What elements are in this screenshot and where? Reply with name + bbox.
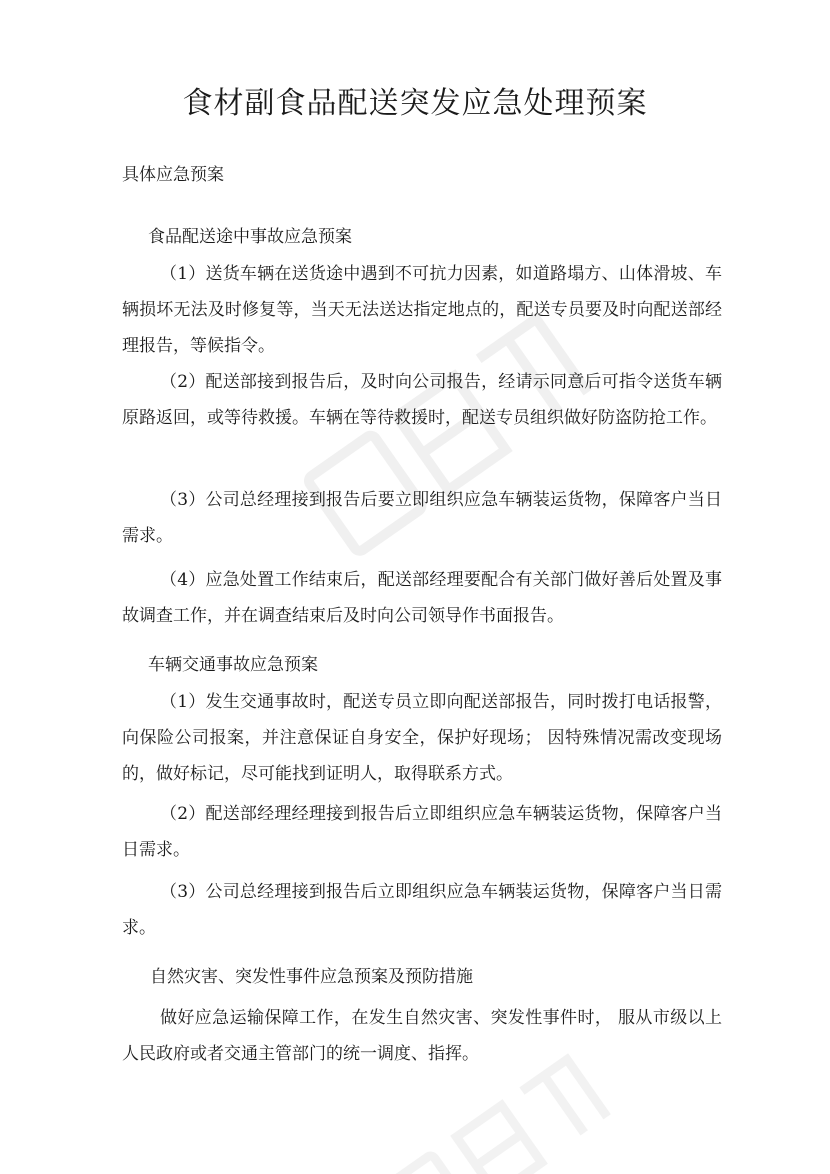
paragraph-3-1: 做好应急运输保障工作，在发生自然灾害、突发性事件时， 服从市级以上人民政府或者交通主管部门的统一调度、指挥。 bbox=[122, 1008, 722, 1064]
subsection-heading-transport-accident: 食品配送途中事故应急预案 bbox=[148, 227, 352, 247]
paragraph-1-2: （2）配送部接到报告后，及时向公司报告，经请示同意后可指令送货车辆原路返回，或等待救援。车辆在等待救援时，配送专员组织做好防盗防抢工作。 bbox=[122, 372, 722, 428]
paragraph-2-1: （1）发生交通事故时，配送专员立即向配送部报告，同时拨打电话报警，向保险公司报案，并注意保证自身安全，保护好现场； 因特殊情况需改变现场的，做好标记，尽可能找到证明人，取得联系方式。 bbox=[122, 692, 722, 784]
document-title: 食材副食品配送突发应急处理预案 bbox=[182, 86, 648, 121]
subsection-heading-traffic-accident: 车辆交通事故应急预案 bbox=[148, 655, 318, 675]
paragraph-2-3: （3）公司总经理接到报告后立即组织应急车辆装运货物，保障客户当日需求。 bbox=[122, 882, 722, 938]
paragraph-1-4: （4）应急处置工作结束后，配送部经理要配合有关部门做好善后处置及事故调查工作，并在调查结束后及时向公司领导作书面报告。 bbox=[122, 570, 722, 626]
paragraph-2-2: （2）配送部经理经理接到报告后立即组织应急车辆装运货物，保障客户当日需求。 bbox=[122, 804, 722, 860]
paragraph-1-3: （3）公司总经理接到报告后要立即组织应急车辆装运货物，保障客户当日需求。 bbox=[122, 490, 722, 546]
section-heading: 具体应急预案 bbox=[122, 165, 224, 185]
subsection-heading-natural-disaster: 自然灾害、突发性事件应急预案及预防措施 bbox=[150, 967, 473, 987]
paragraph-1-1: （1）送货车辆在送货途中遇到不可抗力因素，如道路塌方、山体滑坡、车辆损坏无法及时修复等，当天无法送达指定地点的，配送专员要及时向配送部经理报告，等候指令。 bbox=[122, 264, 722, 356]
